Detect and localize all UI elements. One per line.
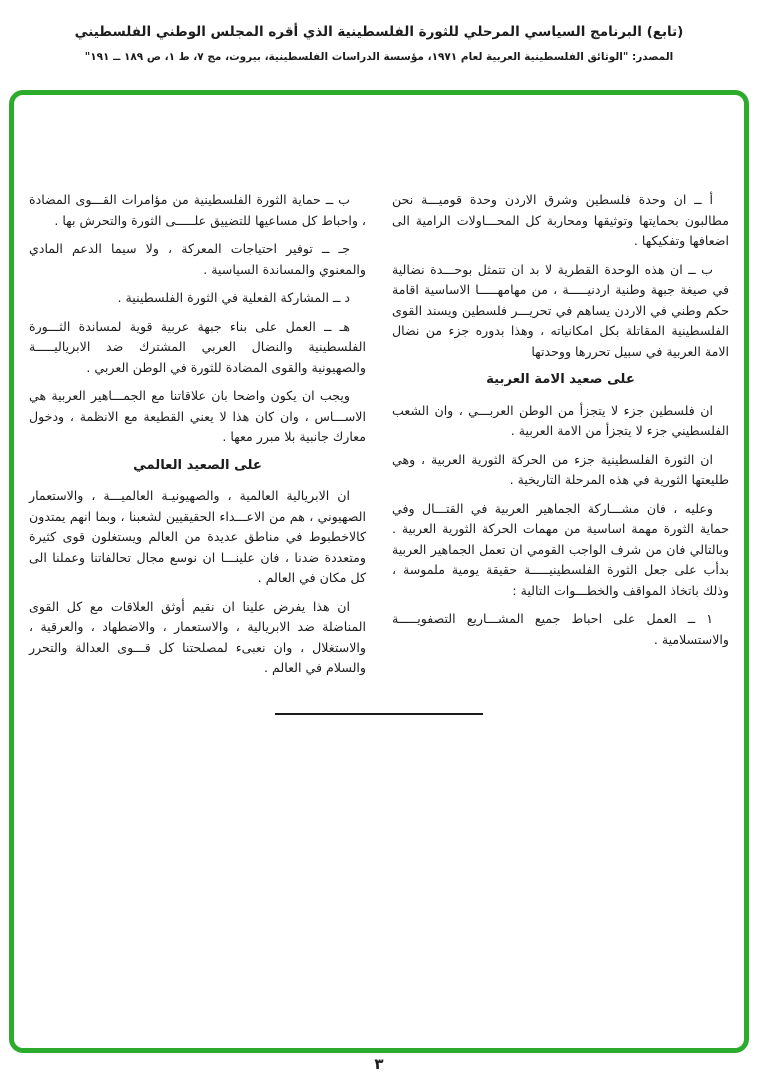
- paragraph: ان فلسطين جزء لا يتجزأ من الوطن العربـــي ، وان الشعب الفلسطيني جزء لا يتجزأ من الامة العربية .: [392, 402, 729, 438]
- paragraph: ان الابريالية العالمية ، والصهيونيـة العالميـــة ، والاستعمار الصهيوني ، هم من الاعـــداء الحقيقيين لشعبنا ، وبما انهم يمتدون كالاخطبوط في مناطق عديدة من العالم ويستغلون قوى كثيرة ومتعددة ضدنا ، فان علينـــا ان نوسع مجال تحالفاتنا وعملنا الى كل مكان في العالم .: [29, 488, 366, 585]
- paragraph: ب ــ حماية الثورة الفلسطينية من مؤامرات القـــوى المضادة ، واحباط كل مساعيها للتضييق علـــــى الثورة والتحرش بها .: [29, 192, 366, 228]
- section-heading: على صعيد الامة العربية: [486, 372, 635, 387]
- paragraph: ان هذا يفرض علينا ان نقيم أوثق العلاقات مع كل القوى المناضلة ضد الابريالية ، والاستعمار ، والاضطهاد ، والعرقية ، والاستغلال ، وان نعبىء لمصلحتنا كل قـــوى العدالة والتحرر والسلام في العالم .: [29, 598, 366, 675]
- paragraph: ان الثورة الفلسطينية جزء من الحركة الثورية العربية ، وهي طليعتها الثورية في هذه المرحلة التاريخية .: [392, 451, 729, 487]
- paragraph: وعليه ، فان مشـــاركة الجماهير العربية في القتـــال وفي حماية الثورة مهمة اساسية من مهمات الحركة الثورية العربية . وبالتالي فان من شرف الواجب القومي ان تعمل الجماهير العربية بدأب على جعل الثورة الفلسطينيـــــة حقيقة يومية ملموسة ، وذلك باتخاذ المواقف والخطـــوات التالية :: [392, 500, 729, 598]
- text-columns: [29, 190, 729, 687]
- left-column: [29, 190, 366, 687]
- source-citation: المصدر: "الوثائق الفلسطينية العربية لعام ١٩٧١، مؤسسة الدراسات الفلسطينية، بيروت، مج ٧، ط ١، ص ١٨٩ ــ ١٩١": [84, 51, 674, 63]
- page-content: [29, 190, 729, 715]
- paragraph: ويجب ان يكون واضحا بان علاقاتنا مع الجمـــاهير العربية هي الاســـاس ، وان كان هذا لا يعني القطيعة مع الانظمة ، ودخول معارك جانبية بلا مبرر معها .: [29, 388, 366, 444]
- paragraph: ب ــ ان هذه الوحدة القطرية لا بد ان تتمثل بوحـــدة نضالية في صيغة جبهة وطنية اردنيـــــة ، من مهامهـــــا الاساسية اقامة حكم وطني في الاردن يساهم في تحريـــر فلسطين ويسند القوى الفلسطينية المقاتلة بكل امكانياته ، وهذا بدوره جزء من نضال الامة العربية في سبيل تحررها ووحدتها: [392, 261, 729, 359]
- document-title: (تابع) البرنامج السياسي المرحلي للثورة الفلسطينية الذي أقره المجلس الوطني الفلسطيني: [74, 24, 684, 40]
- page-number: ٣: [374, 1055, 384, 1073]
- page-border-frame: [9, 90, 749, 1053]
- paragraph: أ ــ ان وحدة فلسطين وشرق الاردن وحدة قوميـــة نحن مطالبون بحمايتها وتوثيقها ومحاربة كل المحـــاولات الرامية الى اضعافها وتفكيكها .: [392, 192, 729, 248]
- section-heading: على الصعيد العالمي: [133, 457, 262, 473]
- paragraph: ١ ــ العمل على احباط جميع المشـــاريع التصفويـــــة والاستسلامية .: [392, 611, 729, 647]
- paragraph: د ــ المشاركة الفعلية في الثورة الفلسطينية .: [117, 290, 350, 305]
- paragraph: جـ ــ توفير احتياجات المعركة ، ولا سيما الدعم المادي والمعنوي والمساندة السياسية .: [29, 241, 366, 277]
- right-column: [392, 190, 729, 687]
- paragraph: هـ ــ العمل على بناء جبهة عربية قوية لمساندة الثـــورة الفلسطينية والنضال العربي المشترك ضد الابرياليـــــة والصهيونية والقوى المضادة للثورة في الوطن العربي .: [29, 318, 366, 375]
- section-divider: [275, 713, 483, 715]
